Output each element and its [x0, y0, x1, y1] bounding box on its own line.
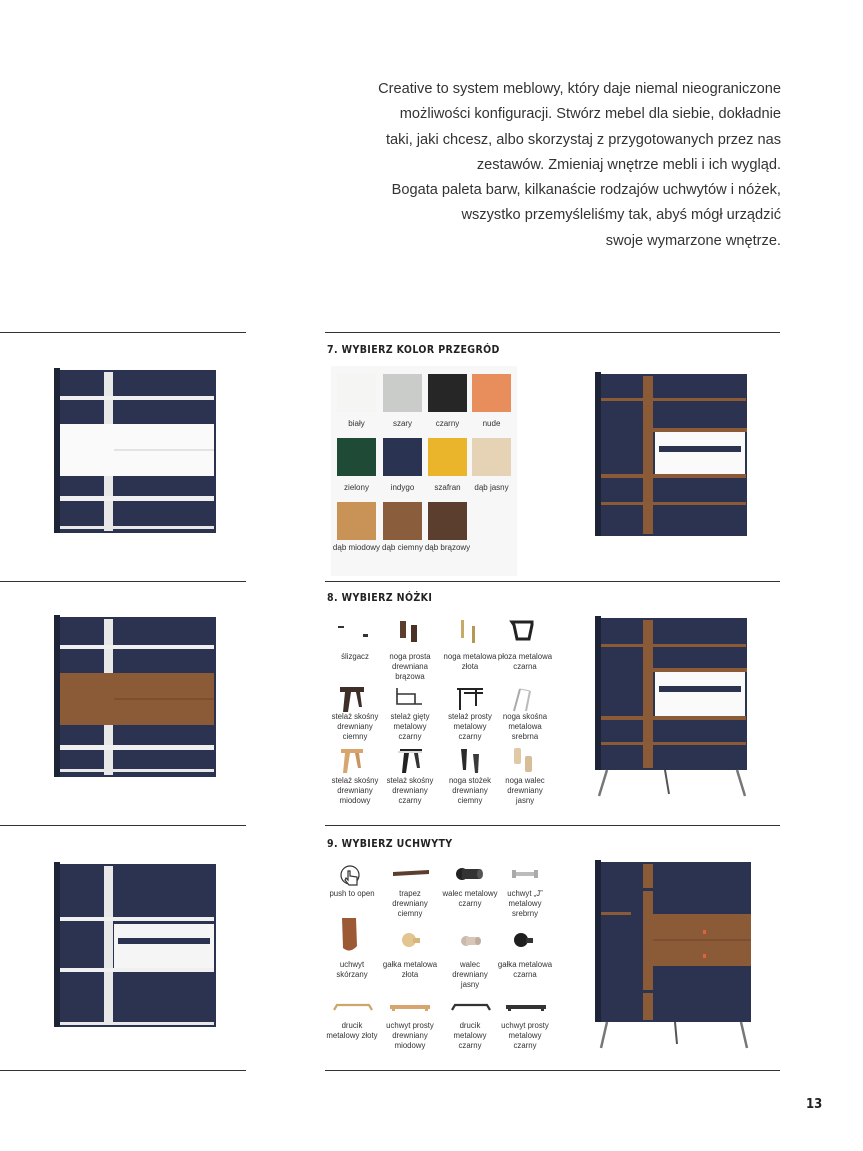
color-swatch-label: dąb ciemny [382, 543, 423, 552]
divider [325, 1070, 780, 1071]
leg-option-label[interactable]: noga metalowa złota [443, 652, 497, 672]
divider [0, 581, 246, 582]
leg-option-label[interactable]: noga skośna metalowa srebrna [502, 712, 548, 742]
handle-option-label[interactable]: uchwyt skórzany [336, 960, 368, 980]
intro-line: swoje wymarzone wnętrze. [605, 232, 781, 249]
color-swatch[interactable] [383, 438, 422, 476]
color-swatch-label: szary [392, 419, 413, 428]
divider [0, 825, 246, 826]
leg-option-label[interactable]: płoza metalowa czarna [497, 652, 553, 672]
intro-line: możliwości konfiguracji. Stwórz mebel dla siebie, dokładnie [399, 106, 781, 123]
black-wire-handle-icon [451, 1002, 493, 1012]
straight-metal-frame-icon [456, 688, 486, 712]
page-number: 13 [806, 1097, 823, 1112]
slanted-silver-leg-icon [512, 687, 536, 713]
leg-option-label[interactable]: stelaż prosty metalowy czarny [448, 712, 492, 742]
leg-option-label[interactable]: noga stożek drewniany ciemny [448, 776, 492, 806]
handle-option-label[interactable]: uchwyt prosty metalowy czarny [501, 1021, 549, 1051]
section-title-legs: 8. WYBIERZ NÓŻKI [327, 592, 433, 604]
cabinet-image-oak-partitions [595, 372, 750, 538]
slanted-wood-frame-honey-icon [341, 749, 369, 775]
color-swatch[interactable] [428, 438, 467, 476]
handle-option-label[interactable]: walec drewniany jasny [452, 960, 488, 990]
intro-paragraph [321, 77, 781, 254]
push-to-open-icon [340, 865, 364, 889]
handle-option-label[interactable]: uchwyt „J” metalowy srebrny [507, 889, 543, 919]
handle-option-label[interactable]: uchwyt prosty drewniany miodowy [386, 1021, 434, 1051]
leg-option-label[interactable]: noga walec drewniany jasny [505, 776, 545, 806]
color-swatch-label: biały [348, 419, 365, 428]
leather-handle-icon [340, 918, 362, 954]
color-swatch[interactable] [337, 502, 376, 540]
slanted-wood-frame-dark-icon [340, 687, 368, 713]
cabinet-image-oak-legs [595, 616, 750, 798]
black-straight-handle-icon [506, 1002, 548, 1012]
leg-option-label[interactable]: stelaż skośny drewniany czarny [386, 776, 434, 806]
color-swatch[interactable] [383, 502, 422, 540]
color-swatch-label: czarny [435, 419, 460, 428]
cylinder-leg-icon [512, 748, 536, 774]
glide-foot-icon [338, 626, 372, 640]
section-title-handles: 9. WYBIERZ UCHWYTY [327, 838, 453, 850]
divider [325, 581, 780, 582]
honey-wood-straight-handle-icon [390, 1002, 432, 1012]
handle-option-label[interactable]: drucik metalowy czarny [453, 1021, 487, 1051]
trapezoid-handle-icon [393, 870, 431, 880]
wooden-straight-leg-icon [398, 621, 422, 643]
sled-leg-icon [511, 621, 535, 645]
leg-option-label[interactable]: stelaż skośny drewniany ciemny [331, 712, 379, 742]
cabinet-image-oak-fronts [595, 860, 755, 1050]
intro-line: Bogata paleta barw, kilkanaście rodzajów uchwytów i nóżek, [391, 182, 781, 199]
gold-wire-handle-icon [333, 1002, 375, 1012]
cabinet-image-oak-doors [54, 615, 219, 780]
color-swatch-label: dąb jasny [474, 483, 509, 492]
handle-option-label[interactable]: gałka metalowa złota [382, 960, 438, 980]
leg-option-label[interactable]: stelaż gięty metalowy czarny [390, 712, 430, 742]
bent-metal-frame-icon [395, 688, 425, 710]
handle-option-label[interactable]: drucik metalowy złoty [326, 1021, 378, 1041]
color-swatch-label: nude [482, 419, 501, 428]
color-swatch-label: dąb brązowy [424, 543, 471, 552]
divider [0, 332, 246, 333]
gold-knob-icon [400, 932, 422, 952]
leg-option-label[interactable]: ślizgacz [341, 652, 369, 661]
color-swatch[interactable] [428, 502, 467, 540]
cone-leg-icon [460, 748, 484, 774]
color-swatch-label: dąb miodowy [332, 543, 381, 552]
color-swatch-label: zielony [344, 483, 369, 492]
intro-line: Creative to system meblowy, który daje niemal nieograniczone [378, 81, 781, 97]
section-title-colors: 7. WYBIERZ KOLOR PRZEGRÓD [327, 344, 500, 356]
handle-option-label[interactable]: gałka metalowa czarna [497, 960, 553, 980]
cabinet-image-white-doors [54, 368, 219, 536]
leg-option-label[interactable]: stelaż skośny drewniany miodowy [331, 776, 379, 806]
divider [325, 332, 780, 333]
color-swatch[interactable] [337, 438, 376, 476]
color-swatch[interactable] [472, 438, 511, 476]
color-swatch-label: indygo [390, 483, 415, 492]
color-swatch[interactable] [428, 374, 467, 412]
intro-line: zestawów. Zmieniaj wnętrze mebli i ich wygląd. [476, 156, 781, 173]
black-knob-icon [513, 932, 537, 952]
intro-line: taki, jaki chcesz, albo skorzystaj z przygotowanych przez nas [385, 131, 781, 148]
leg-option-label[interactable]: noga prosta drewniana brązowa [389, 652, 431, 682]
j-handle-icon [512, 868, 542, 882]
handle-option-label[interactable]: push to open [329, 889, 375, 898]
black-cylinder-handle-icon [455, 866, 485, 884]
color-swatch[interactable] [472, 374, 511, 412]
wooden-cylinder-handle-icon [460, 934, 484, 950]
intro-line: wszystko przemyśleliśmy tak, abyś mógł urządzić [461, 207, 781, 224]
handle-option-label[interactable]: trapez drewniany ciemny [392, 889, 428, 919]
divider [0, 1070, 246, 1071]
color-swatch[interactable] [337, 374, 376, 412]
gold-metal-leg-icon [459, 620, 483, 644]
divider [325, 825, 780, 826]
color-swatch[interactable] [383, 374, 422, 412]
cabinet-image-open-box [54, 862, 219, 1030]
color-swatch-label: szafran [434, 483, 461, 492]
slanted-wood-frame-black-icon [398, 749, 426, 775]
handle-option-label[interactable]: walec metalowy czarny [442, 889, 498, 909]
